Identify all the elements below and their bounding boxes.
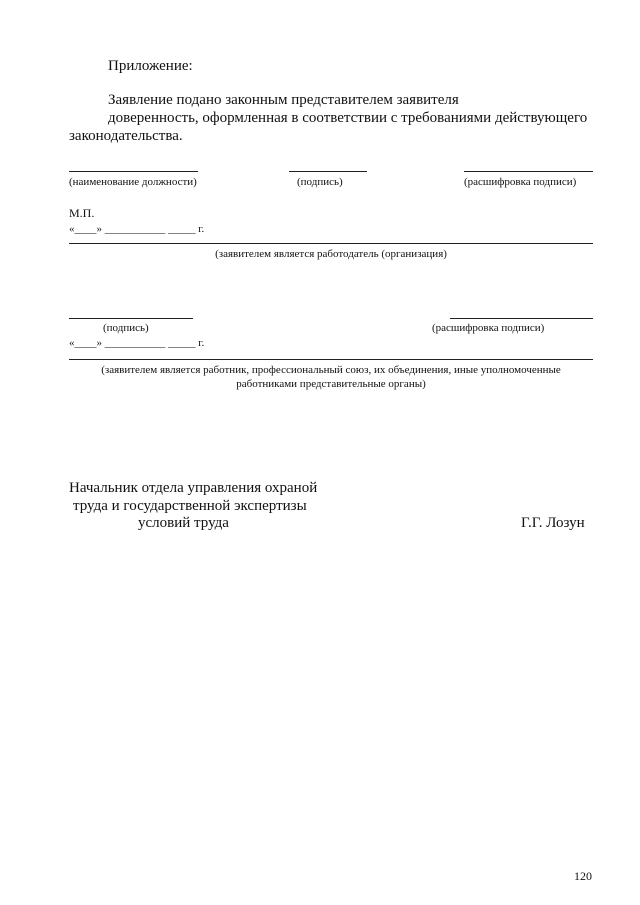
decoding-signature-line [464, 171, 593, 172]
worker-rule [69, 359, 593, 360]
statement-line-2: доверенность, оформленная в соответствии с требованиями действующего [108, 110, 588, 126]
page-number: 120 [574, 869, 592, 883]
date-line-1: «____» ___________ _____ г. [69, 223, 205, 235]
signature-caption-2: (подпись) [103, 322, 149, 334]
statement-line-1: Заявление подано законным представителем заявителя [108, 92, 459, 108]
signature-caption: (подпись) [297, 176, 343, 188]
employer-caption: (заявителем является работодатель (организация) [215, 248, 447, 260]
position-caption: (наименование должности) [69, 176, 197, 188]
signatory-title-line-1: Начальник отдела управления охраной [69, 480, 318, 496]
signature-line [289, 171, 367, 172]
signatory-title-line-2: труда и государственной экспертизы [73, 498, 307, 514]
employer-rule [69, 243, 593, 244]
signatory-name: Г.Г. Лозун [521, 515, 585, 531]
worker-caption-line-1: (заявителем является работник, профессиональный союз, их объединения, иные уполномоченные [101, 364, 561, 376]
signature-line-2 [69, 318, 193, 319]
date-line-2: «____» ___________ _____ г. [69, 337, 205, 349]
position-signature-line [69, 171, 198, 172]
stamp-label: М.П. [69, 206, 95, 220]
worker-caption-line-2: работниками представительные органы) [236, 378, 426, 390]
appendix-heading: Приложение: [108, 58, 193, 74]
signatory-title-line-3: условий труда [138, 515, 229, 531]
statement-line-3: законодательства. [69, 128, 183, 144]
decoding-caption: (расшифровка подписи) [464, 176, 577, 188]
decoding-caption-2: (расшифровка подписи) [432, 322, 545, 334]
decoding-line-2 [450, 318, 593, 319]
